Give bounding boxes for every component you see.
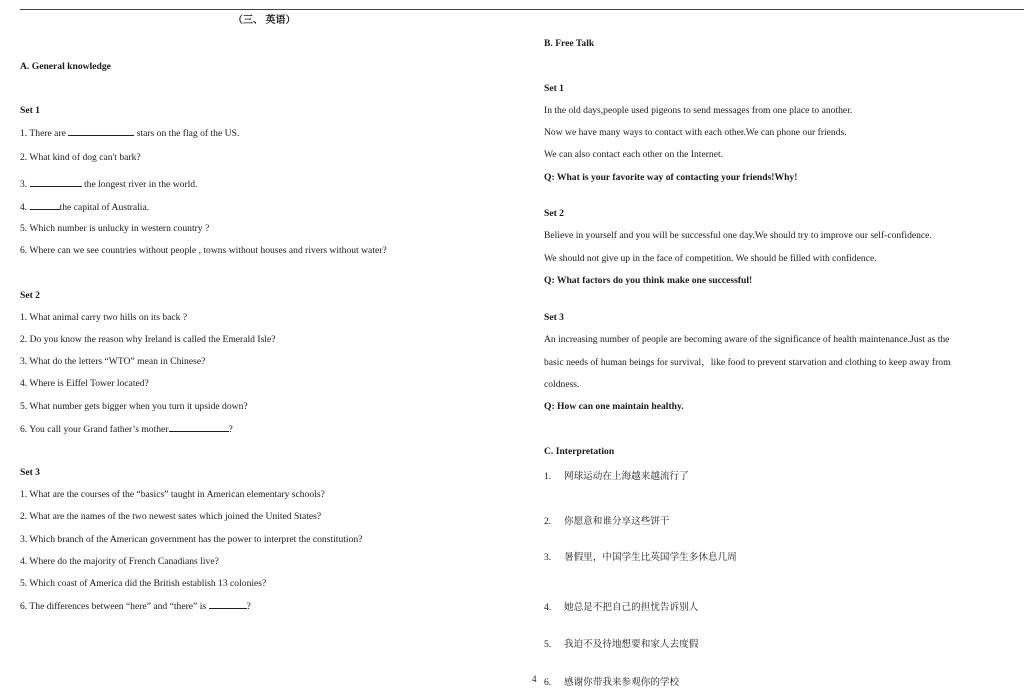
- question-item: [20, 422, 233, 437]
- item-text: 暑假里，中国学生比英国学生多休息几周: [564, 552, 737, 563]
- question-text: ?: [246, 601, 251, 612]
- item-number: 3.: [544, 552, 552, 563]
- paragraph-line: In the old days,people used pigeons to send messages from one place to another.: [544, 105, 853, 116]
- set2-title: Set 2: [544, 208, 564, 219]
- question-item: 6. Where can we see countries without people , towns without houses and rivers without water?: [20, 245, 387, 256]
- question-text: stars on the flag of the US.: [134, 128, 240, 139]
- question-item: 5. What number gets bigger when you turn it upside down?: [20, 401, 248, 412]
- set1-title: Set 1: [544, 83, 564, 94]
- question-text: the longest river in the world.: [81, 179, 198, 190]
- item-text: 网球运动在上海越来越流行了: [564, 471, 689, 482]
- answer-blank[interactable]: [30, 177, 82, 187]
- section-b-title: B. Free Talk: [544, 38, 595, 49]
- paragraph-line: An increasing number of people are becoming aware of the significance of health maintenance.Just as the: [544, 334, 950, 345]
- paragraph-line: Now we have many ways to contact with each other.We can phone our friends.: [544, 127, 847, 138]
- interpretation-item: [544, 515, 670, 529]
- paragraph-line: We can also contact each other on the Internet.: [544, 149, 724, 160]
- interpretation-item: [544, 470, 689, 484]
- discussion-question: Q: How can one maintain healthy.: [544, 401, 684, 412]
- paragraph-line: coldness.: [544, 379, 580, 390]
- answer-blank[interactable]: [30, 200, 60, 210]
- question-item: 3. Which branch of the American government has the power to interpret the constitution?: [20, 534, 363, 545]
- item-text: 你愿意和谁分享这些饼干: [564, 516, 670, 527]
- interpretation-item: [544, 638, 698, 652]
- interpretation-item: [544, 601, 698, 615]
- top-rule: [20, 9, 1024, 10]
- question-item: [20, 200, 149, 215]
- question-text: ?: [228, 424, 233, 435]
- question-item: 3. What do the letters “WTO” mean in Chinese?: [20, 356, 206, 367]
- interpretation-item: [544, 551, 764, 565]
- item-text: 我迫不及待地想要和家人去度假: [564, 639, 699, 650]
- answer-blank[interactable]: [169, 422, 229, 432]
- question-item: [20, 177, 198, 192]
- question-item: 1. What are the courses of the “basics” taught in American elementary schools?: [20, 489, 325, 500]
- question-item: 4. Where do the majority of French Canadians live?: [20, 556, 219, 567]
- discussion-question: Q: What is your favorite way of contacting your friends!Why!: [544, 172, 798, 183]
- question-item: [20, 599, 251, 614]
- paragraph-line: We should not give up in the face of competition. We should be filled with confidence.: [544, 253, 877, 264]
- question-item: [20, 126, 239, 141]
- question-text: 6. You call your Grand father’s mother: [20, 424, 169, 435]
- set3-title: Set 3: [20, 467, 40, 478]
- question-item: 5. Which number is unlucky in western country ?: [20, 223, 210, 234]
- set2-title: Set 2: [20, 290, 40, 301]
- question-text: 1. There are: [20, 128, 69, 139]
- item-number: 2.: [544, 516, 552, 527]
- question-item: 2. What are the names of the two newest sates which joined the United States?: [20, 511, 322, 522]
- question-item: 1. What animal carry two hills on its back ?: [20, 312, 188, 323]
- interpretation-item: [544, 676, 679, 690]
- section-a-title: A. General knowledge: [20, 61, 111, 72]
- question-item: 2. Do you know the reason why Ireland is called the Emerald Isle?: [20, 334, 276, 345]
- discussion-question: Q: What factors do you think make one successful!: [544, 275, 753, 286]
- question-item: 5. Which coast of America did the British establish 13 colonies?: [20, 578, 267, 589]
- item-text: 感谢你带我来参观你的学校: [564, 677, 680, 688]
- question-text: 3.: [20, 179, 30, 190]
- page-heading: （三、 英语）: [233, 15, 296, 26]
- item-number: 5.: [544, 639, 552, 650]
- question-item: 4. Where is Eiffel Tower located?: [20, 378, 149, 389]
- item-number: 6.: [544, 677, 552, 688]
- question-text: the capital of Australia.: [59, 202, 150, 213]
- question-text: 6. The differences between “here” and “there” is: [20, 601, 209, 612]
- page-number: 4: [532, 674, 537, 684]
- set3-title: Set 3: [544, 312, 564, 323]
- paragraph-line: basic needs of human beings for survival，like food to prevent starvation and clothing to keep away from: [544, 357, 951, 368]
- question-item: 2. What kind of dog can't bark?: [20, 152, 141, 163]
- item-text: 她总是不把自己的担忧告诉别人: [564, 602, 699, 613]
- question-text: 4.: [20, 202, 30, 213]
- paragraph-line: Believe in yourself and you will be successful one day.We should try to improve our self-confidence.: [544, 230, 932, 241]
- answer-blank[interactable]: [209, 599, 247, 609]
- set1-title: Set 1: [20, 105, 40, 116]
- item-number: 1.: [544, 471, 552, 482]
- section-c-title: C. Interpretation: [544, 446, 615, 457]
- answer-blank[interactable]: [68, 126, 134, 136]
- item-number: 4.: [544, 602, 552, 613]
